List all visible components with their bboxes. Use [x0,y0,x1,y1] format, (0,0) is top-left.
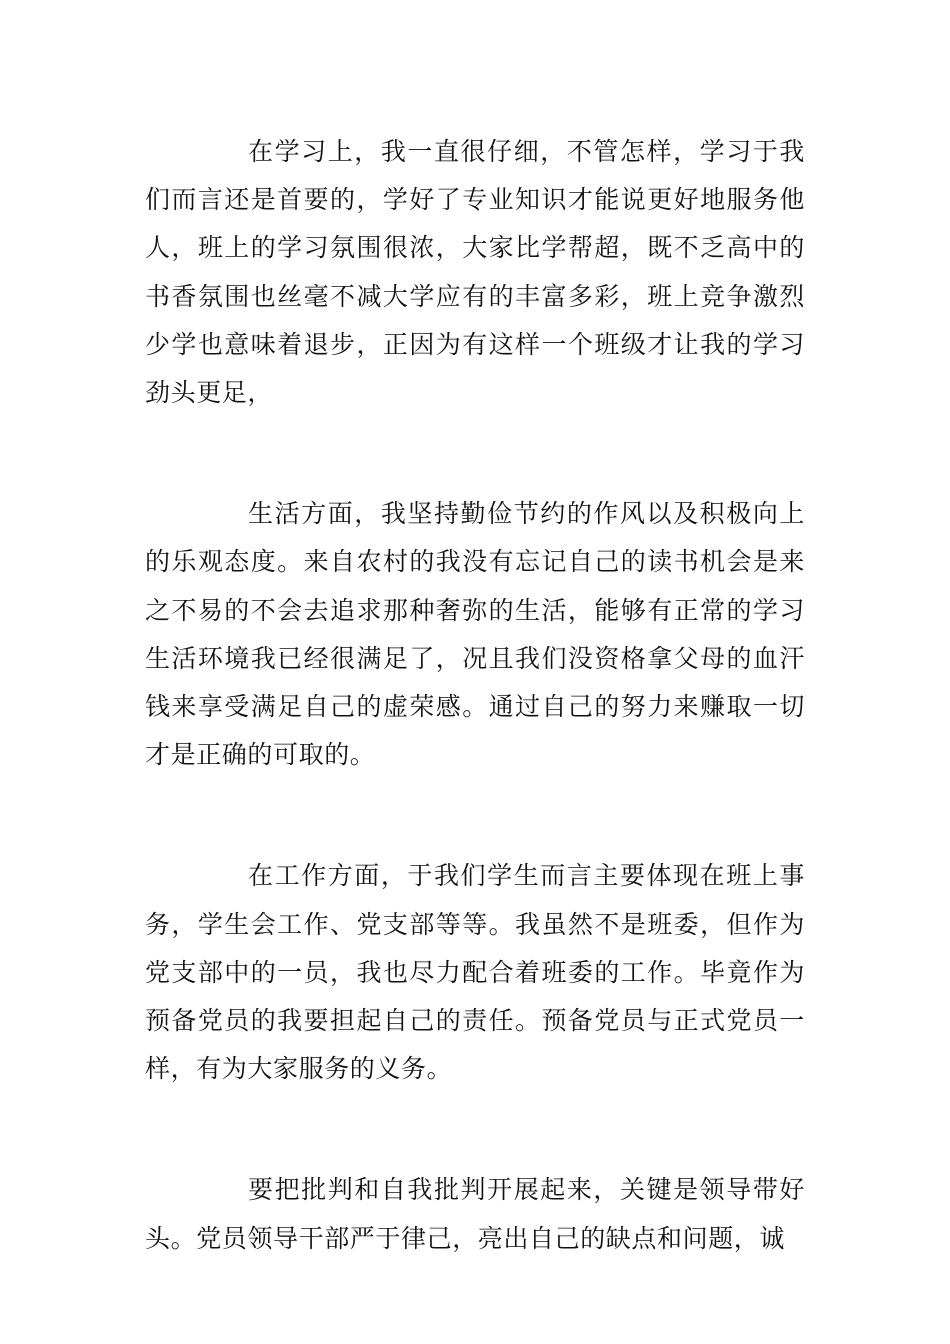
paragraph-study: 在学习上，我一直很仔细，不管怎样，学习于我们而言还是首要的，学好了专业知识才能说更好地服务他人，班上的学习氛围很浓，大家比学帮超，既不乏高中的书香氛围也丝毫不减大学应有的丰富多彩，班上竞争激烈少学也意味着退步，正因为有这样一个班级才让我的学习劲头更足， [145,137,805,408]
paragraph-work: 在工作方面，于我们学生而言主要体现在班上事务，学生会工作、党支部等等。我虽然不是班委，但作为党支部中的一员，我也尽力配合着班委的工作。毕竟作为预备党员的我要担起自己的责任。预备党员与正式党员一样，有为大家服务的义务。 [145,861,805,1084]
paragraph-criticism: 要把批判和自我批判开展起来，关键是领导带好头。党员领导干部严于律己，亮出自己的缺点和问题，诚 [145,1175,805,1253]
document-body [145,128,805,1263]
paragraph-life: 生活方面，我坚持勤俭节约的作风以及积极向上的乐观态度。来自农村的我没有忘记自己的读书机会是来之不易的不会去追求那种奢弥的生活，能够有正常的学习生活环境我已经很满足了，况且我们没资格拿父母的血汗钱来享受满足自己的虚荣感。通过自己的努力来赚取一切才是正确的可取的。 [145,499,805,770]
